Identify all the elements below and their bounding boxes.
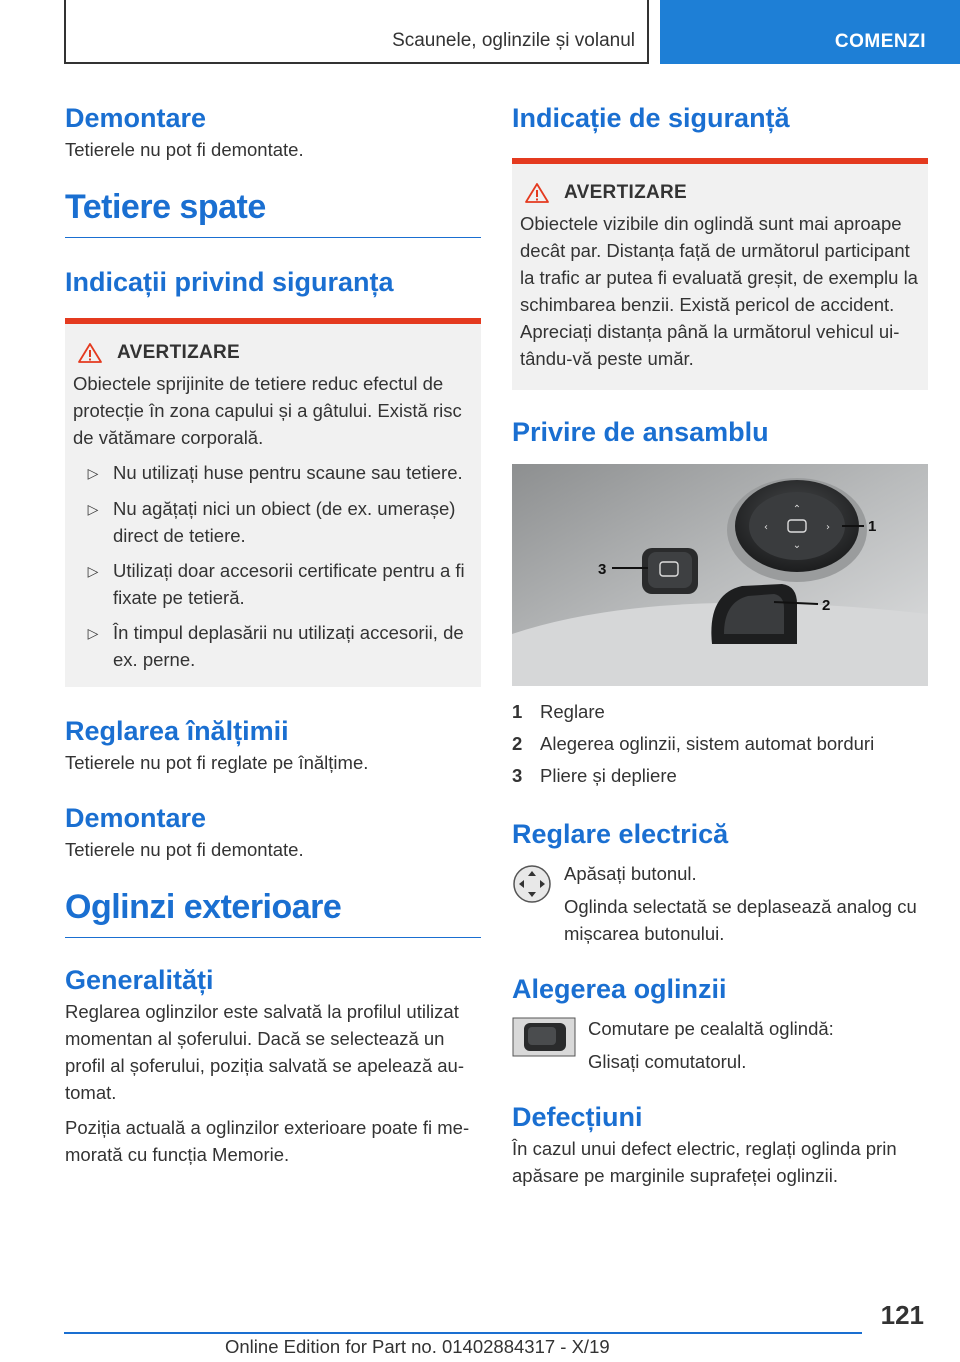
warning-bullet [73, 459, 473, 487]
mirror-controls-photo [512, 464, 928, 686]
mirror-controls-illustration [512, 464, 928, 686]
text-height-adjust: Tetierele nu pot fi reglate pe înălțime. [65, 752, 369, 773]
heading-general: Generalități [65, 965, 214, 995]
text-electric-1: Apăsați butonul. [564, 863, 697, 884]
heading-demontare-2: Demontare [65, 803, 207, 833]
warning-text: Obiectele sprijinite de tetiere reduc efectul de protecție în zona capului și a gâtului. Există risc de vătămare corporală. [73, 373, 462, 448]
bullet-triangle-icon: ▷ [87, 563, 99, 579]
legend-text: Alegerea oglinzii, sistem automat borduri [540, 733, 875, 754]
left-column [65, 100, 481, 1168]
mirror-select-block [512, 1015, 928, 1075]
svg-text:›: › [826, 522, 830, 533]
heading-exterior-mirrors: Oglinzi exterioare [65, 885, 481, 938]
warning-box-headrest [65, 318, 481, 687]
legend-list [512, 696, 928, 792]
text-defects: În cazul unui defect electric, reglați oglinda prin apăsare pe marginile suprafeței oglinzii. [512, 1138, 897, 1186]
heading-electric-adjust: Reglare electrică [512, 819, 729, 849]
right-column [512, 100, 928, 1189]
warning-title [524, 182, 920, 204]
page-number: 121 [880, 1300, 924, 1330]
legend-number: 3 [512, 765, 523, 786]
warning-label: AVERTIZARE [117, 342, 240, 363]
callout-1: 1 [868, 518, 877, 535]
warning-bullet [73, 495, 473, 549]
mirror-switch-icon [512, 1017, 576, 1062]
svg-text:⌄: ⌄ [792, 540, 802, 551]
bullet-text: În timpul deplasării nu utilizați accesorii, de ex. perne. [113, 622, 464, 670]
bullet-text: Nu agățați nici un obiect (de ex. umerașe) direct de tetiere. [113, 498, 456, 546]
warning-title [77, 342, 473, 364]
text-general-1: Reglarea oglinzilor este salvată la profilul utilizat momentan al șoferului. Dacă se selectează un profil al șoferului, poziția salvată se apelează au- tomat. [65, 1001, 465, 1103]
heading-safety-indication: Indicație de siguranță [512, 103, 790, 133]
legend-text: Reglare [540, 701, 605, 722]
heading-tetiere-spate: Tetiere spate [65, 185, 481, 238]
callout-3: 3 [598, 561, 607, 578]
heading-defects: Defecțiuni [512, 1102, 643, 1132]
header-section-title: Scaunele, oglinzile și volanul [392, 30, 635, 51]
electric-adjust-block [512, 860, 928, 947]
text-general-2: Poziția actuală a oglinzilor exterioare poate fi me- morată cu funcția Memorie. [65, 1117, 470, 1165]
header-section-box [64, 0, 649, 64]
bullet-triangle-icon: ▷ [87, 465, 99, 481]
footer-edition: Online Edition for Part no. 01402884317 - X/19 [225, 1336, 610, 1357]
legend-number: 1 [512, 701, 523, 722]
text-electric-2: Oglinda selectată se deplasează analog cu mișcarea butonului. [564, 896, 917, 944]
text-demontare-2: Tetierele nu pot fi demontate. [65, 839, 304, 860]
legend-item [512, 760, 928, 792]
legend-item [512, 696, 928, 728]
heading-height-adjust: Reglarea înălțimii [65, 716, 289, 746]
footer-divider [64, 1332, 862, 1334]
text-demontare-1: Tetierele nu pot fi demontate. [65, 139, 304, 160]
text-select-2: Glisați comutatorul. [588, 1051, 747, 1072]
warning-triangle-icon [77, 342, 103, 364]
warning-label: AVERTIZARE [564, 182, 687, 203]
header-chapter-label: COMENZI [834, 31, 926, 52]
bullet-text: Utilizați doar accesorii certificate pentru a fi fixate pe tetieră. [113, 560, 465, 608]
warning-text: Obiectele vizibile din oglindă sunt mai aproape decât par. Distanța față de următorul participant la trafic ar putea fi evaluată greșit, de exemplu la schimbarea benzii. Există pericol de accident. Apreciați distanța până la următorul vehicul ui- tându-vă peste umăr. [520, 213, 918, 369]
legend-number: 2 [512, 733, 523, 754]
legend-text: Pliere și depliere [540, 765, 677, 786]
bullet-text: Nu utilizați huse pentru scaune sau tetiere. [113, 462, 463, 483]
warning-bullet [73, 619, 473, 673]
header-chapter-tab[interactable] [660, 0, 960, 64]
warning-box-mirror [512, 158, 928, 390]
svg-text:‹: ‹ [764, 522, 768, 533]
heading-safety-info: Indicații privind siguranța [65, 267, 394, 297]
bullet-triangle-icon: ▷ [87, 501, 99, 517]
warning-bullet [73, 557, 473, 611]
bullet-triangle-icon: ▷ [87, 625, 99, 641]
svg-text:⌃: ⌃ [792, 504, 802, 515]
mirror-joystick-icon [512, 864, 552, 909]
heading-overview: Privire de ansamblu [512, 417, 769, 447]
heading-mirror-select: Alegerea oglinzii [512, 974, 727, 1004]
text-select-1: Comutare pe cealaltă oglindă: [588, 1018, 834, 1039]
callout-2: 2 [822, 597, 831, 614]
legend-item [512, 728, 928, 760]
heading-demontare-1: Demontare [65, 103, 207, 133]
warning-triangle-icon [524, 182, 550, 204]
